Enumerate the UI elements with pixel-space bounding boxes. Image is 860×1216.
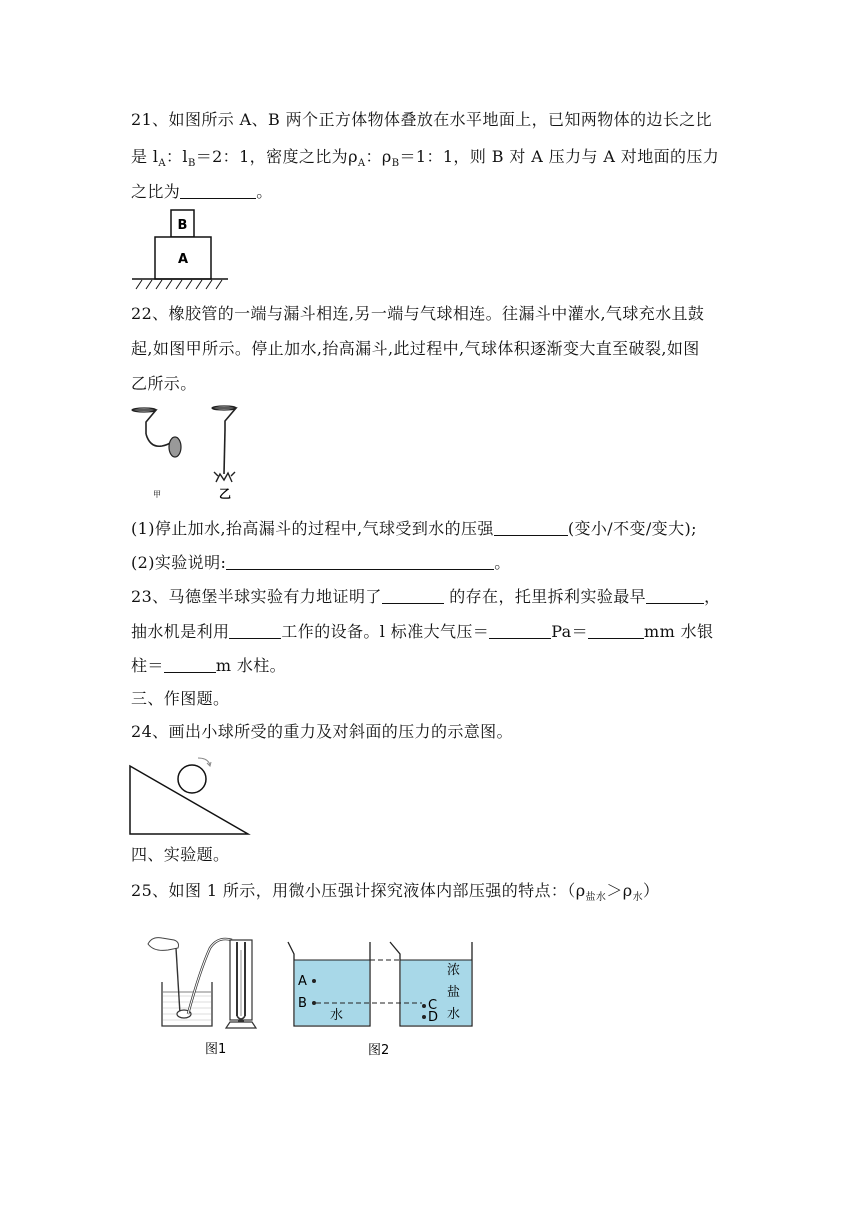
point-C-label: C: [428, 998, 438, 1013]
stacked-cubes-figure: [130, 205, 230, 290]
probe-rod: [176, 948, 180, 1014]
pressure-gauge-figure-1: [140, 930, 265, 1065]
q23-line2: 抽水机是利用 工作的设备。l 标准大气压＝ Pa＝ mm 水银: [131, 622, 714, 641]
q22-sub1: (1)停止加水,抬高漏斗的过程中,气球受到水的压强 (变小/不变/变大);: [131, 519, 697, 538]
q25-text: 25、如图 1 所示，用微小压强计探究液体内部压强的特点：$(\rho_{盐水}>\rho_水)$: [131, 881, 660, 904]
q23-line1: 23、马德堡半球实验有力地证明了 的存在，托里拆利实验最早 ，: [131, 587, 721, 606]
cube-a-label: A: [177, 252, 189, 267]
q22-line3: 乙所示。: [131, 374, 197, 393]
point-B-label: B: [298, 996, 307, 1011]
answer-blank[interactable]: [646, 587, 704, 604]
answer-blank[interactable]: [489, 622, 551, 639]
answer-blank[interactable]: [382, 587, 444, 604]
point-A-label: A: [298, 974, 307, 989]
q21-line2: 是 $l_A$：$l_B=2$：1，密度之比为$\rho_A$：$\rho_B=1$：1，则 B 对 A 压力与 A 对地面的压力: [131, 147, 720, 170]
q23-line3: 柱＝ m 水柱。: [131, 656, 287, 675]
answer-blank[interactable]: [588, 622, 644, 639]
q22-sub2: (2)实验说明: 。: [131, 553, 511, 572]
caption-fig1: 图1: [205, 1042, 227, 1057]
beakers-figure-2: [282, 940, 482, 1065]
rubber-tube: [188, 939, 232, 1014]
incline-ball-figure: [128, 752, 253, 836]
label-jia: 甲: [153, 490, 161, 499]
funnel-balloon-figure: [128, 402, 258, 502]
section-3-heading: 三、作图题。: [131, 689, 230, 708]
hand-icon: [148, 938, 179, 951]
tube-yi: [224, 430, 225, 474]
beaker-1: [162, 982, 212, 1026]
ground-hatch: [136, 280, 222, 289]
water-label: 水: [330, 1008, 344, 1023]
q21-line3: 之比为 。: [131, 182, 273, 201]
answer-blank[interactable]: [180, 182, 256, 199]
q24-text: 24、画出小球所受的重力及对斜面的压力的示意图。: [131, 722, 513, 741]
balloon-jia: [169, 437, 181, 457]
brine-label-1: 浓: [447, 963, 461, 978]
caption-fig2: 图2: [368, 1043, 390, 1058]
ball: [178, 765, 206, 793]
q22-line2: 起,如图甲所示。停止加水,抬高漏斗,此过程中,气球体积逐渐变大直至破裂,如图: [131, 339, 700, 358]
label-yi: 乙: [219, 487, 232, 501]
brine-label-3: 水: [447, 1007, 461, 1022]
section-4-heading: 四、实验题。: [131, 845, 230, 864]
q22-line1: 22、橡胶管的一端与漏斗相连,另一端与气球相连。往漏斗中灌水,气球充水且鼓: [131, 304, 705, 323]
brine-label-2: 盐: [447, 985, 461, 1000]
funnel-jia: [132, 410, 156, 434]
answer-blank[interactable]: [226, 553, 494, 570]
point-D-label: D: [428, 1010, 439, 1025]
answer-blank[interactable]: [164, 656, 216, 673]
answer-blank[interactable]: [229, 622, 281, 639]
cube-b-label: B: [177, 218, 188, 233]
answer-blank[interactable]: [494, 519, 568, 536]
q21-line1: 21、如图所示 A、B 两个正方体物体叠放在水平地面上，已知两物体的边长之比: [131, 110, 713, 129]
funnel-yi: [212, 408, 236, 430]
gauge-base: [226, 1022, 256, 1028]
